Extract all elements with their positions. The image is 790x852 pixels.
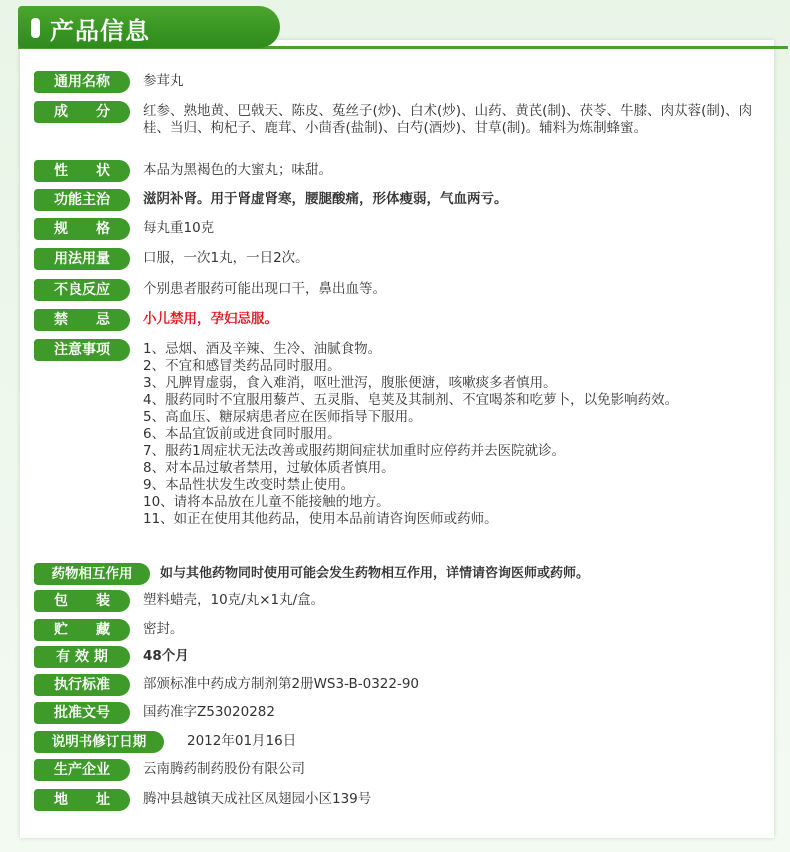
label-revision-date: 说明书修订日期 [34, 731, 164, 753]
list-item: 11、如正在使用其他药品，使用本品前请咨询医师或药师。 [143, 511, 498, 527]
label-contraindications: 禁 忌 [34, 309, 130, 331]
section-header [0, 0, 790, 52]
value-indications: 滋阴补肾。用于肾虚肾寒，腰腿酸痛，形体瘦弱，气血两亏。 [143, 191, 508, 207]
label-standard: 执行标准 [34, 674, 130, 696]
value-drug-interactions: 如与其他药物同时使用可能会发生药物相互作用，详情请咨询医师或药师。 [160, 566, 590, 581]
value-specification: 每丸重10克 [143, 220, 215, 236]
label-validity: 有 效 期 [34, 646, 130, 668]
value-ingredients: 红参、熟地黄、巴戟天、陈皮、菟丝子(炒)、白术(炒)、山药、黄芪(制)、茯苓、牛膝、肉苁蓉(制)、肉桂、当归、枸杞子、鹿茸、小茴香(盐制)、白芍(酒炒)、甘草(制)。辅料为炼制蜂蜜。 [143, 103, 753, 136]
list-item: 4、服药同时不宜服用藜芦、五灵脂、皂荚及其制剂、不宜喝茶和吃萝卜，以免影响药效。 [143, 392, 679, 408]
label-specification: 规 格 [34, 218, 130, 240]
list-item: 7、服药1周症状无法改善或服药期间症状加重时应停药并去医院就诊。 [143, 443, 566, 459]
value-manufacturer: 云南腾药制药股份有限公司 [143, 761, 305, 777]
value-revision-date: 2012年01月16日 [187, 733, 297, 749]
label-drug-interactions: 药物相互作用 [34, 563, 150, 585]
label-ingredients: 成 分 [34, 101, 130, 123]
precautions-list [143, 341, 763, 528]
label-indications: 功能主治 [34, 189, 130, 211]
list-item: 9、本品性状发生改变时禁止使用。 [143, 477, 355, 493]
list-item: 8、对本品过敏者禁用，过敏体质者慎用。 [143, 460, 395, 476]
label-package: 包 装 [34, 590, 130, 612]
label-address: 地 址 [34, 789, 130, 811]
list-item: 10、请将本品放在儿童不能接触的地方。 [143, 494, 390, 510]
value-validity: 48个月 [143, 648, 189, 664]
value-dosage: 口服，一次1丸，一日2次。 [143, 250, 309, 266]
label-approval-number: 批准文号 [34, 702, 130, 724]
label-storage: 贮 藏 [34, 619, 130, 641]
value-storage: 密封。 [143, 621, 184, 637]
label-adverse-reactions: 不良反应 [34, 279, 130, 301]
value-approval-number: 国药准字Z53020282 [143, 704, 275, 720]
header-marker-icon [31, 18, 40, 38]
value-generic-name: 参茸丸 [143, 73, 184, 89]
value-package: 塑料蜡壳，10克/丸×1丸/盒。 [143, 592, 325, 608]
value-adverse-reactions: 个别患者服药可能出现口干，鼻出血等。 [143, 281, 386, 297]
value-address: 腾冲县越镇天成社区凤翅园小区139号 [143, 791, 372, 807]
label-precautions: 注意事项 [34, 339, 130, 361]
label-dosage: 用法用量 [34, 248, 130, 270]
label-manufacturer: 生产企业 [34, 759, 130, 781]
value-contraindications: 小儿禁用，孕妇忌服。 [143, 311, 278, 327]
list-item: 6、本品宜饭前或进食同时服用。 [143, 426, 341, 442]
value-character: 本品为黑褐色的大蜜丸；味甜。 [143, 162, 332, 178]
list-item: 3、凡脾胃虚弱，食入难消，呕吐泄泻，腹胀便溏，咳嗽痰多者慎用。 [143, 375, 557, 391]
list-item: 2、不宜和感冒类药品同时服用。 [143, 358, 341, 374]
section-title: 产品信息 [50, 17, 150, 45]
list-item: 1、忌烟、酒及辛辣、生冷、油腻食物。 [143, 341, 382, 357]
value-precautions [143, 341, 763, 528]
value-standard: 部颁标准中药成方制剂第2册WS3-B-0322-90 [143, 676, 420, 692]
list-item: 5、高血压、糖尿病患者应在医师指导下服用。 [143, 409, 422, 425]
label-generic-name: 通用名称 [34, 71, 130, 93]
label-character: 性 状 [34, 160, 130, 182]
